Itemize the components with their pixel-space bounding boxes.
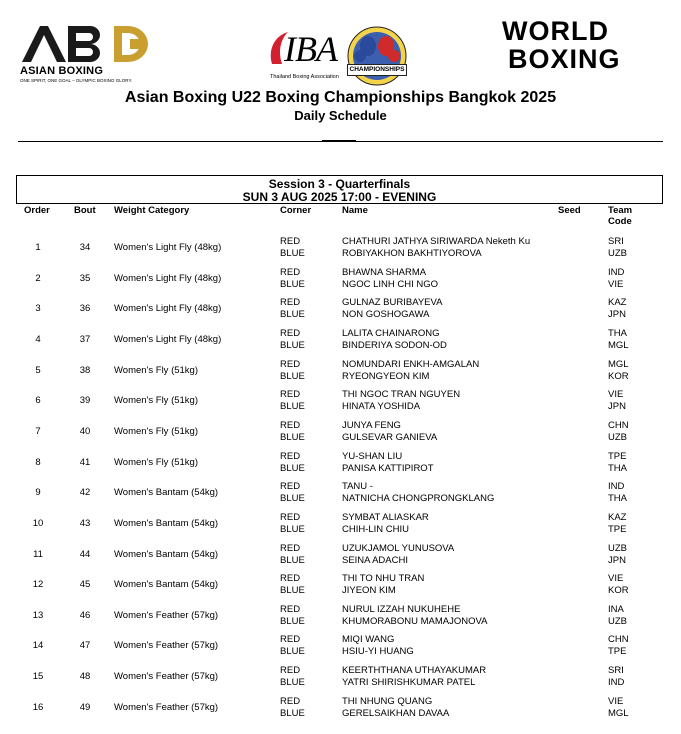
boxer-emblem-icon [344, 26, 410, 88]
bout-order: 10 [32, 517, 44, 529]
corner-red: RED [280, 450, 301, 462]
corner-red: RED [280, 573, 301, 585]
boxer-name-red: THI NGOC TRAN NGUYEN [342, 389, 461, 401]
corner-red: RED [280, 358, 301, 370]
corner-red: RED [280, 603, 301, 615]
bout-number: 44 [79, 548, 91, 560]
boxer-name-red: MIQI WANG [342, 634, 395, 646]
bout-number: 40 [79, 425, 91, 437]
boxer-name-blue: HINATA YOSHIDA [342, 401, 421, 413]
weight-category: Women's Fly (51kg) [114, 364, 198, 376]
weight-category: Women's Bantam (54kg) [114, 487, 219, 499]
team-code-blue: JPN [608, 309, 626, 321]
team-code-red: MGL [608, 358, 629, 370]
bout-number: 43 [79, 517, 91, 529]
col-header-order: Order [24, 205, 50, 216]
corner-red: RED [280, 266, 301, 278]
boxer-name-red: UZUKJAMOL YUNUSOVA [342, 542, 455, 554]
team-code-blue: KOR [608, 585, 629, 597]
bout-number: 34 [79, 242, 91, 253]
bout-order: 2 [35, 272, 41, 284]
boxer-name-blue: RYEONGYEON KIM [342, 370, 430, 382]
team-code-red: SRI [608, 236, 624, 247]
table-row [0, 267, 681, 291]
championships-label: CHAMPIONSHIPS [347, 64, 407, 76]
boxer-name-blue: HSIU-YI HUANG [342, 646, 414, 658]
bout-order: 15 [32, 671, 44, 683]
wb-line-1: WORLD [502, 16, 609, 46]
bout-number: 42 [79, 487, 91, 499]
team-code-red: CHN [608, 634, 629, 646]
col-header-corner: Corner [280, 205, 312, 216]
corner-blue: BLUE [280, 309, 305, 321]
team-code-red: VIE [608, 573, 624, 585]
team-code-blue: JPN [608, 554, 626, 566]
team-code-red: KAZ [608, 511, 627, 523]
weight-category: Women's Feather (57kg) [114, 609, 219, 621]
corner-red: RED [280, 695, 301, 707]
col-header-code: Code [608, 216, 632, 227]
boxer-name-blue: JIYEON KIM [342, 585, 396, 597]
team-code-red: INA [608, 603, 624, 615]
bout-number: 36 [79, 303, 91, 315]
corner-blue: BLUE [280, 431, 305, 443]
corner-blue: BLUE [280, 554, 305, 566]
table-row [0, 573, 681, 597]
bout-order: 6 [35, 395, 41, 407]
boxer-name-blue: SEINA ADACHI [342, 554, 408, 566]
boxer-name-red: YU-SHAN LIU [342, 450, 403, 462]
corner-blue: BLUE [280, 677, 305, 689]
bout-order: 12 [32, 579, 44, 591]
bout-number: 38 [79, 364, 91, 376]
bout-number: 48 [79, 671, 91, 683]
corner-blue: BLUE [280, 523, 305, 535]
abd-logo-tagline: ONE SPIRIT, ONE GOAL – OLYMPIC BOXING GLORY. [20, 78, 133, 83]
weight-category: Women's Bantam (54kg) [114, 548, 219, 560]
bout-order: 14 [32, 640, 44, 652]
corner-red: RED [280, 665, 301, 677]
bout-order: 3 [35, 303, 41, 315]
asian-boxing-logo [18, 22, 158, 82]
team-code-red: IND [608, 266, 625, 278]
team-code-red: THA [608, 327, 627, 339]
col-header-team: Team [608, 205, 633, 216]
team-code-blue: VIE [608, 278, 624, 290]
corner-blue: BLUE [280, 248, 305, 259]
weight-category: Women's Bantam (54kg) [114, 517, 219, 529]
boxer-name-red: LALITA CHAINARONG [342, 327, 440, 339]
boxer-name-blue: GULSEVAR GANIEVA [342, 431, 438, 443]
team-code-blue: JPN [608, 401, 626, 413]
bout-order: 5 [35, 364, 41, 376]
abd-mark-icon [18, 22, 158, 66]
table-row [0, 481, 681, 505]
corner-blue: BLUE [280, 615, 305, 627]
boxer-name-red: THI NHUNG QUANG [342, 695, 433, 707]
team-code-blue: UZB [608, 248, 627, 259]
team-code-blue: IND [608, 677, 625, 689]
table-row [0, 604, 681, 628]
table-row [0, 665, 681, 689]
bout-order: 8 [35, 456, 41, 468]
table-row [0, 634, 681, 658]
iba-logo [266, 24, 346, 86]
col-header-seed: Seed [558, 205, 581, 216]
session-title: Session 3 - Quarterfinals [268, 177, 411, 191]
weight-category: Women's Light Fly (48kg) [114, 333, 222, 345]
bout-number: 39 [79, 395, 91, 407]
bout-order: 16 [32, 701, 44, 713]
corner-blue: BLUE [280, 278, 305, 290]
team-code-red: VIE [608, 389, 624, 401]
table-row [0, 328, 681, 352]
boxer-name-blue: NON GOSHOGAWA [342, 309, 430, 321]
team-code-red: UZB [608, 542, 627, 554]
corner-blue: BLUE [280, 370, 305, 382]
bout-order: 11 [33, 548, 43, 560]
corner-blue: BLUE [280, 585, 305, 597]
header-divider-accent [322, 140, 356, 142]
weight-category: Women's Feather (57kg) [114, 701, 219, 713]
col-header-bout: Bout [74, 205, 96, 216]
team-code-blue: THA [608, 493, 627, 505]
team-code-blue: UZB [608, 615, 627, 627]
bout-order: 7 [35, 425, 41, 437]
corner-red: RED [280, 634, 301, 646]
boxer-name-red: NURUL IZZAH NUKUHEHE [342, 603, 461, 615]
boxer-name-blue: ROBIYAKHON BAKHTIYOROVA [342, 248, 482, 259]
col-header-name: Name [342, 205, 368, 216]
world-boxing-logo [500, 18, 670, 74]
bout-order: 1 [35, 242, 41, 253]
corner-red: RED [280, 419, 301, 431]
team-code-blue: TPE [608, 523, 627, 535]
weight-category: Women's Light Fly (48kg) [114, 242, 222, 253]
corner-blue: BLUE [280, 462, 305, 474]
corner-blue: BLUE [280, 493, 305, 505]
boxer-name-blue: KHUMORABONU MAMAJONOVA [342, 615, 488, 627]
boxer-name-red: THI TO NHU TRAN [342, 573, 425, 585]
team-code-blue: MGL [608, 707, 629, 719]
boxer-name-blue: GERELSAIKHAN DAVAA [342, 707, 450, 719]
corner-red: RED [280, 297, 301, 309]
boxer-name-red: CHATHURI JATHYA SIRIWARDA Neketh Ku [342, 236, 531, 247]
session-header [16, 175, 663, 204]
corner-red: RED [280, 542, 301, 554]
team-code-red: SRI [608, 665, 624, 677]
team-code-red: CHN [608, 419, 629, 431]
weight-category: Women's Fly (51kg) [114, 456, 198, 468]
corner-red: RED [280, 236, 301, 247]
session-date: SUN 3 AUG 2025 17:00 - EVENING [242, 190, 437, 204]
team-code-red: VIE [608, 695, 624, 707]
bout-order: 9 [35, 487, 41, 499]
corner-blue: BLUE [280, 646, 305, 658]
boxer-name-red: TANU - [342, 481, 373, 493]
weight-category: Women's Fly (51kg) [114, 395, 198, 407]
wb-line-2: BOXING [508, 44, 621, 74]
weight-category: Women's Feather (57kg) [114, 671, 219, 683]
abd-logo-text: ASIAN BOXING [20, 65, 104, 77]
bout-number: 47 [79, 640, 91, 652]
corner-red: RED [280, 327, 301, 339]
bout-number: 45 [79, 579, 91, 591]
boxer-name-blue: NGOC LINH CHI NGO [342, 278, 439, 290]
weight-category: Women's Feather (57kg) [114, 640, 219, 652]
team-code-blue: MGL [608, 339, 629, 351]
championships-emblem [344, 26, 410, 88]
boxer-name-red: KEERTHTHANA UTHAYAKUMAR [342, 665, 487, 677]
table-row [0, 696, 681, 720]
table-row [0, 512, 681, 536]
team-code-blue: UZB [608, 431, 627, 443]
boxer-name-red: JUNYA FENG [342, 419, 401, 431]
boxer-name-red: BHAWNA SHARMA [342, 266, 427, 278]
corner-blue: BLUE [280, 707, 305, 719]
boxer-name-red: NOMUNDARI ENKH-AMGALAN [342, 358, 480, 370]
team-code-blue: KOR [608, 370, 629, 382]
boxer-name-blue: YATRI SHIRISHKUMAR PATEL [342, 677, 476, 689]
bout-number: 46 [79, 609, 91, 621]
boxer-name-blue: CHIH-LIN CHIU [342, 523, 410, 535]
table-row [0, 451, 681, 475]
corner-red: RED [280, 481, 301, 493]
bout-order: 4 [35, 333, 41, 345]
corner-blue: BLUE [280, 401, 305, 413]
weight-category: Women's Light Fly (48kg) [114, 272, 222, 284]
table-row [0, 420, 681, 444]
iba-logo-text: IBA [284, 29, 337, 69]
page-subtitle: Daily Schedule [294, 108, 387, 123]
boxer-name-red: SYMBAT ALIASKAR [342, 511, 429, 523]
page-title: Asian Boxing U22 Boxing Championships Bangkok 2025 [124, 89, 557, 106]
table-row [0, 236, 681, 260]
weight-category: Women's Bantam (54kg) [114, 579, 219, 591]
bout-number: 49 [79, 701, 91, 713]
team-code-red: IND [608, 481, 625, 493]
weight-category: Women's Fly (51kg) [114, 425, 198, 437]
table-row [0, 389, 681, 413]
boxer-name-red: GULNAZ BURIBAYEVA [342, 297, 443, 309]
corner-red: RED [280, 389, 301, 401]
corner-red: RED [280, 511, 301, 523]
team-code-blue: TPE [608, 646, 627, 658]
table-row [0, 297, 681, 321]
team-code-blue: THA [608, 462, 627, 474]
col-header-category: Weight Category [114, 205, 190, 216]
table-row [0, 543, 681, 567]
bout-number: 41 [79, 456, 91, 468]
boxer-name-blue: BINDERIYA SODON-OD [342, 339, 447, 351]
bout-number: 35 [79, 272, 91, 284]
weight-category: Women's Light Fly (48kg) [114, 303, 222, 315]
team-code-red: KAZ [608, 297, 627, 309]
team-code-red: TPE [608, 450, 627, 462]
bout-order: 13 [32, 609, 44, 621]
iba-logo-sub: Thailand Boxing Association [270, 74, 339, 80]
table-row [0, 359, 681, 383]
boxer-name-blue: NATNICHA CHONGPRONGKLANG [342, 493, 495, 505]
corner-blue: BLUE [280, 339, 305, 351]
boxer-name-blue: PANISA KATTIPIROT [342, 462, 434, 474]
bout-number: 37 [79, 333, 91, 345]
